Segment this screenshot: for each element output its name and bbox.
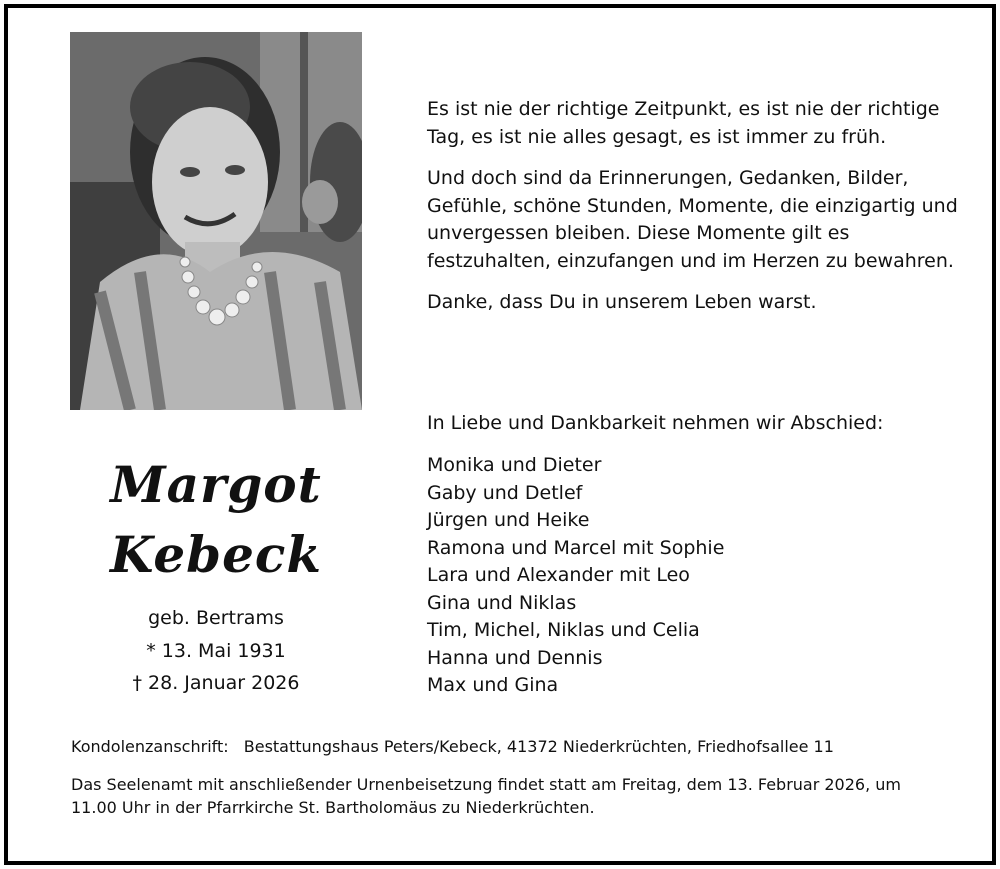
deceased-name (90, 450, 342, 590)
death-date: † 28. Januar 2026 (132, 672, 300, 694)
mourner-item: Gaby und Detlef (427, 481, 583, 504)
footer-info (71, 735, 951, 819)
mourner-item: Monika und Dieter (427, 454, 602, 476)
mourner-item: Max und Gina (427, 674, 559, 696)
mourner-item: Ramona und Marcel mit Sophie (427, 536, 725, 559)
condolence-address: Bestattungshaus Peters/Kebeck, 41372 Niederkrüchten, Friedhofsallee 11 (243, 737, 834, 756)
service-info: Das Seelenamt mit anschließender Urnenbeisetzung findet statt am Freitag, dem 13. Februar 2026, um 11.00 Uhr in der Pfarrkirche St. Bartholomäus zu Niederkrüchten. (71, 775, 901, 817)
deceased-details (90, 602, 342, 700)
mourner-item: Gina und Niklas (427, 591, 577, 614)
mourner-item: Jürgen und Heike (427, 509, 590, 531)
farewell-line: In Liebe und Dankbarkeit nehmen wir Abschied: (427, 412, 884, 434)
deceased-last-name: Kebeck (109, 525, 323, 584)
poem-stanza-1: Es ist nie der richtige Zeitpunkt, es ist nie der richtige Tag, es ist nie alles gesagt, es ist immer zu früh. (427, 98, 940, 148)
mourner-item: Hanna und Dennis (427, 646, 603, 669)
poem-stanza-3: Danke, dass Du in unserem Leben warst. (427, 291, 817, 313)
condolence-address-line (71, 735, 951, 758)
portrait-photo (70, 32, 362, 410)
portrait-image (70, 32, 362, 410)
mourners-list (427, 452, 724, 700)
condolence-label: Kondolenzanschrift: (71, 737, 229, 756)
birth-date: * 13. Mai 1931 (146, 639, 286, 662)
mourner-item: Lara und Alexander mit Leo (427, 564, 690, 586)
mourner-item: Tim, Michel, Niklas und Celia (427, 619, 700, 641)
poem-block (427, 96, 972, 331)
maiden-name: geb. Bertrams (148, 607, 284, 629)
deceased-first-name: Margot (110, 455, 322, 514)
poem-stanza-2: Und doch sind da Erinnerungen, Gedanken, Bilder, Gefühle, schöne Stunden, Momente, die einzigartig und unvergessen bleiben. Diese Momente gilt es festzuhalten, einzufangen und im Herzen zu bewahren. (427, 167, 958, 272)
